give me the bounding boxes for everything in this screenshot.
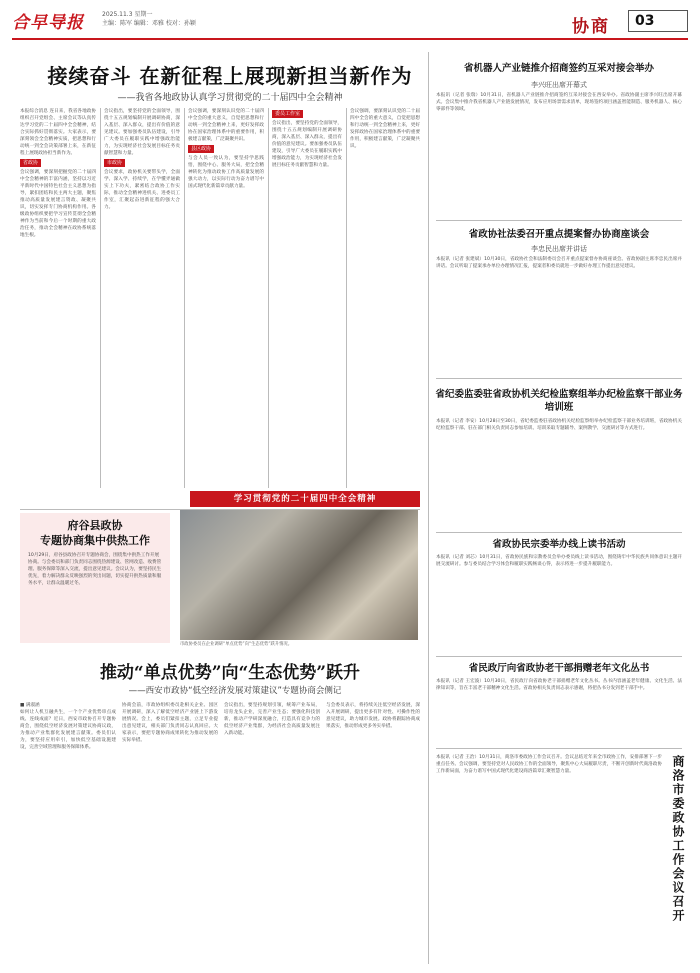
lead-col2-text: 会议指出，要坚持党的全面领导，围绕十五五规划编制开展调研协商，深入基层、深入群众，提出有价值的意见建议。要加强委员队伍建设，引导广大委员在履职实践中增强政治能力，为实现经济社会发展目标任务贡献智慧和力量。 <box>104 109 180 156</box>
right-story-b-subheadline: 李忠民出席并讲话 <box>531 245 587 253</box>
section-divider <box>436 378 682 379</box>
news-photo <box>180 510 418 640</box>
lead-column-1 <box>20 108 96 488</box>
bottom-col2-text: 协商会前，市政协组织委员赴相关企业、园区开展调研，深入了解低空经济产业链上下游发展情况。会上，委员们紧扣主题，立足专业提出意见建议，相关部门负责同志认真回应。大家表示，要把专题协商成果转化为推动发展的实际举措。 <box>122 703 218 743</box>
lead-col4-text: 会议强调，要深刻认识党的二十届四中全会的重大意义，自觉把思想和行动统一到全会精神上来，更好发挥政协在国家治理体系中的重要作用，积极建言献策，广泛凝聚共识。 <box>188 109 264 142</box>
brief-headline: 府谷县政协 专题协商集中供热工作 <box>40 519 150 547</box>
right-story-c-body: 本报讯（记者 李安）10月28日至30日，省纪委监委驻省政协机关纪检监察组举办纪检监察干部业务培训班，省政协机关纪检监察干部、驻在部门相关负责同志参加培训。培训采取专题辅导、案例教学、交流研讨等方式进行。 <box>436 419 682 431</box>
brief-body: 10月29日，府谷县政协召开专题协商会，围绕集中供热工作开展协商。与会委员和部门负责同志围绕热源建设、管网改造、收费管理、服务保障等深入交流，提出意见建议。会议认为，要坚持民生优先，着力解决群众反映强烈的突出问题，切实提升供热质量和服务水平，让群众温暖过冬。 <box>28 553 162 586</box>
right-story-f-headline: 商洛市委政协工作会议召开 <box>671 755 685 923</box>
section-divider <box>436 220 682 221</box>
bottom-author: ■ 满淑涵 <box>20 703 40 708</box>
masthead <box>12 4 688 48</box>
lead-subheadline: ——我省各地政协认真学习贯彻党的二十届四中全会精神 <box>117 93 343 103</box>
issue-weekday: 星期一 <box>134 11 153 18</box>
page-number: 03 <box>628 10 688 32</box>
column-rule <box>346 108 347 488</box>
lead-col5-text: 与会人员一致认为，要坚持学思践悟，围绕中心、服务大局，把全会精神转化为推动政协工作高质量发展的强大动力，以实际行动为奋力谱写中国式现代化新篇章贡献力量。 <box>188 156 264 189</box>
column-rule <box>100 108 101 488</box>
right-story-b-headline: 省政协社法委召开重点提案督办协商座谈会 <box>468 229 650 240</box>
newspaper-logo: 合早导报 <box>12 13 84 33</box>
bottom-col1-text: 如何让人机互融共生，一个个产业优势串点成线、连线成面？近日，西安市政协召开专题协商会，围绕低空经济发展对策建议协商议政，为推动产业集群化发展建言献策。委员们认为，要坚持应用牵引，加快低空基础设施建设，完善空域管理和服务保障体系。 <box>20 710 116 750</box>
bottom-subheadline: ——西安市政协“低空经济发展对策建议”专题协商会侧记 <box>128 686 342 696</box>
lead-column-4 <box>272 108 342 488</box>
lead-intro: 本报综合消息 连日来，我省各地政协组织召开党组会、主席会议等认真传达学习党的二十届四中全会精神，结合实际抓好贯彻落实。大家表示，要深刻领会全会精神实质，把思想和行动统一到全会决策部署上来，在新征程上展现政协担当新作为。 <box>20 109 96 156</box>
right-story-d-headline: 省政协民宗委举办线上读书活动 <box>492 539 626 550</box>
right-story-b-body: 本报讯（记者 张建斌）10月30日，省政协社会和法制委员会召开重点提案督办协商座谈会。省政协副主席李忠民出席并讲话。会议听取了提案承办单位办理情况汇报，提案者和委员就进一步做好办理工作提出意见建议。 <box>436 257 682 269</box>
section-divider <box>436 656 682 657</box>
study-banner: 学习贯彻党的二十届四中全会精神 <box>190 491 420 507</box>
page-column-rule <box>428 52 429 964</box>
lead-col5-repeat: 会议强调，要深刻认识党的二十届四中全会的重大意义，自觉把思想和行动统一到全会精神上来，更好发挥政协在国家治理体系中的重要作用，积极建言献策，广泛凝聚共识。 <box>350 109 420 149</box>
lead-col1-repeat: 会议指出，要坚持党的全面领导，围绕十五五规划编制开展调研协商，深入基层、深入群众，提出有价值的意见建议。要加强委员队伍建设，引导广大委员在履职实践中增强政治能力，为实现经济社会发展目标任务贡献智慧和力量。 <box>272 121 342 168</box>
lead-col3-text: 会议要求，政协机关要带头学，全面学、深入学、持续学，在学懂弄通做实上下功夫，紧密结合政协工作实际，推动全会精神进机关、进委员工作室，汇聚起奋进新征程的强大合力。 <box>104 170 180 210</box>
column-rule <box>268 108 269 488</box>
right-story-f-body: 本报讯（记者 王治）10月31日，商洛市委政协工作会议召开。会议总结近年来全市政协工作，安排部署下一步重点任务。会议强调，要坚持党对人民政协工作的全面领导，聚焦中心大局履职尽责，不断开创新时代商洛政协工作新局面，为奋力谱写中国式现代化建设商洛篇章汇聚智慧力量。 <box>436 755 662 774</box>
bottom-col4-text: 与会委员表示，将持续关注低空经济发展，深入开展调研，提出更多有针对性、可操作性的意见建议，助力城市发展。政协将跟踪协商成果落实，推动形成更多务实举措。 <box>326 703 420 729</box>
bottom-col3-text: 会议指出，要坚持规划引领，统筹产业布局，培育龙头企业，完善产业生态；要强化科技创新，推动产学研深度融合，打造具有竞争力的低空经济产业集群，为经济社会高质量发展注入新动能。 <box>224 703 320 736</box>
lead-headline: 接续奋斗 在新征程上展现新担当新作为 <box>47 64 413 88</box>
right-story-d-body: 本报讯（记者 刘芯）10月31日，省政协民族和宗教委员会举办委员线上读书活动，围绕铸牢中华民族共同体意识主题开展交流研讨。参与委员结合学习体会和履职实践畅谈心得，表示将进一步提升履职能力。 <box>436 555 682 567</box>
section-divider <box>436 748 682 749</box>
bottom-column-2 <box>122 702 218 964</box>
issue-meta <box>102 10 196 28</box>
issue-editors: 主编：陈军 编辑：邓雅 校对：孙颖 <box>102 20 196 27</box>
bottom-column-1 <box>20 702 116 964</box>
right-story-a-body: 本报讯（记者 张瑞）10月31日，省机器人产业链推介招商签约互采对接会在西安举办。省政协副主席李兴旺出席开幕式。会议集中推介我省机器人产业链发展情况，发布应用场景需求清单，现场签约项目涵盖智能制造、服务机器人、核心零部件等领域。 <box>436 93 682 112</box>
lead-col1-text: 会议强调，要深刻把握党的二十届四中全会精神的丰富内涵，坚持以习近平新时代中国特色社会主义思想为指导，紧扣团结和民主两大主题，聚焦推动高质量发展建言资政、凝聚共识，切实发挥专门协商机构作用。各级政协组织要把学习宣传贯彻全会精神作为当前和今后一个时期的重大政治任务，推动全会精神在政协系统落地生根。 <box>20 170 96 238</box>
lead-column-3 <box>188 108 264 488</box>
right-story-a-subheadline: 李兴旺出席开幕式 <box>531 81 587 89</box>
lead-tag-1: 省政协 <box>20 159 41 167</box>
bottom-headline: 推动“单点优势”向“生态优势”跃升 <box>99 663 361 683</box>
section-divider <box>436 532 682 533</box>
right-story-c-headline: 省纪委监委驻省政协机关纪检监察组举办纪检监察干部业务培训班 <box>435 389 683 413</box>
bottom-column-4 <box>326 702 420 964</box>
lead-tag-3: 县区政协 <box>188 145 214 153</box>
right-story-e-headline: 省民政厅向省政协老干部捐赠老年文化丛书 <box>468 663 650 674</box>
lead-tag-4: 委员工作室 <box>272 110 303 118</box>
bottom-column-3 <box>224 702 320 964</box>
lead-column-5 <box>350 108 420 488</box>
issue-date: 2025.11.3 <box>102 11 133 18</box>
right-story-e-body: 本报讯（记者 王宏波）10月30日，省民政厅向省政协老干部捐赠老年文化丛书。丛书内容涵盖老年健康、文化生活、法律知识等，旨在丰富老干部精神文化生活。省政协相关负责同志表示感谢，将把丛书分发到老干部手中。 <box>436 679 682 691</box>
right-story-a-headline: 省机器人产业链推介招商签约互采对接会举办 <box>463 63 654 74</box>
lead-tag-2: 市政协 <box>104 159 125 167</box>
photo-caption: 市政协委员在企业调研“单点优势”向“生态优势”跃升情况。 <box>180 642 293 647</box>
masthead-divider <box>12 38 688 40</box>
lead-column-2 <box>104 108 180 488</box>
column-rule <box>184 108 185 488</box>
section-title: 协商 <box>572 17 610 37</box>
